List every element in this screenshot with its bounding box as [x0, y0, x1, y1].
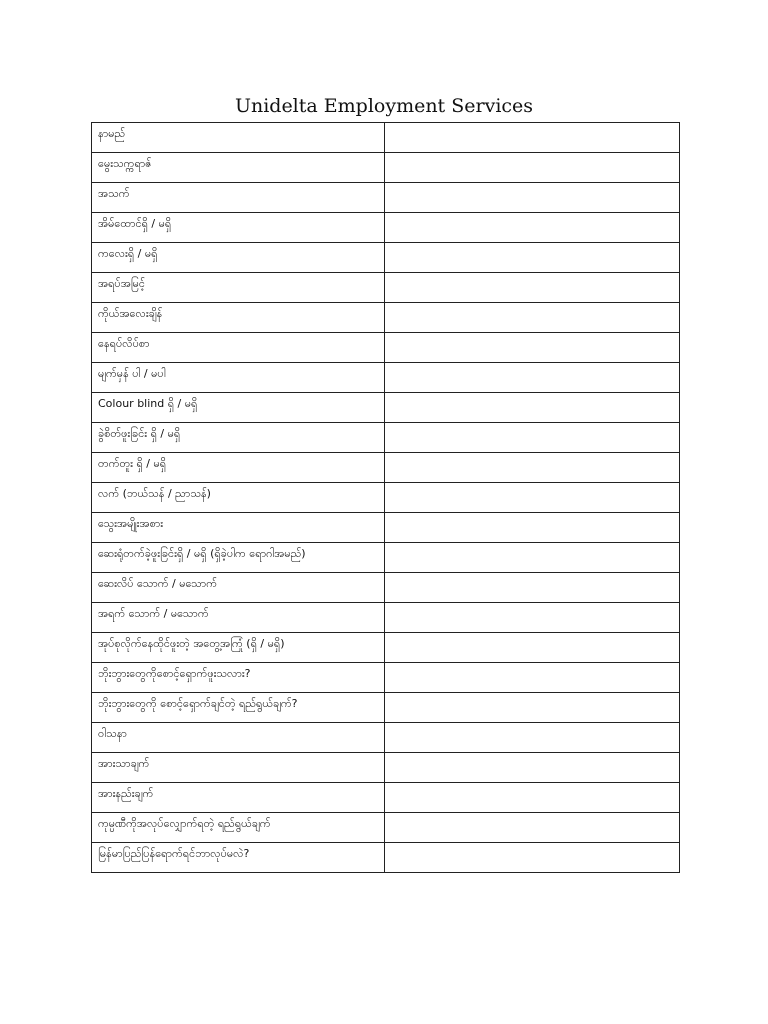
form-row: [92, 573, 680, 603]
form-row: [92, 663, 680, 693]
field-label: ဝါသနာ: [92, 723, 385, 753]
field-label: Colour blind ရှိ / မရှိ: [92, 393, 385, 423]
field-value[interactable]: [385, 123, 680, 153]
field-value[interactable]: [385, 783, 680, 813]
field-value[interactable]: [385, 363, 680, 393]
form-row: [92, 633, 680, 663]
field-label: လက် (ဘယ်သန် / ညာသန်): [92, 483, 385, 513]
field-value[interactable]: [385, 543, 680, 573]
form-row: [92, 243, 680, 273]
form-row: [92, 543, 680, 573]
form-row: [92, 273, 680, 303]
field-label: အိမ်ထောင်ရှိ / မရှိ: [92, 213, 385, 243]
field-value[interactable]: [385, 183, 680, 213]
field-value[interactable]: [385, 603, 680, 633]
field-label: ဆေးရုံတက်ခဲ့ဖူးခြင်းရှိ / မရှိ (ရှိခဲ့ပါက ရောဂါအမည်): [92, 543, 385, 573]
form-row: [92, 303, 680, 333]
form-row: [92, 693, 680, 723]
field-label: ဘိုးဘွားတွေကို စောင့်ရှောက်ချင်တဲ့ ရည်ရွယ်ချက်?: [92, 693, 385, 723]
form-row: [92, 213, 680, 243]
form-row: [92, 363, 680, 393]
field-value[interactable]: [385, 453, 680, 483]
field-label: ကလေးရှိ / မရှိ: [92, 243, 385, 273]
field-label: ဆေးလိပ် သောက် / မသောက်: [92, 573, 385, 603]
field-value[interactable]: [385, 573, 680, 603]
form-row: [92, 813, 680, 843]
field-value[interactable]: [385, 333, 680, 363]
form-row: [92, 153, 680, 183]
form-row: [92, 333, 680, 363]
field-label: တက်တူး ရှိ / မရှိ: [92, 453, 385, 483]
form-row: [92, 123, 680, 153]
field-value[interactable]: [385, 423, 680, 453]
form-row: [92, 843, 680, 873]
field-value[interactable]: [385, 753, 680, 783]
field-value[interactable]: [385, 153, 680, 183]
field-label: မြန်မာပြည်ပြန်ရောက်ရင်ဘာလုပ်မလဲ?: [92, 843, 385, 873]
field-label: သွေးအမျိုးအစား: [92, 513, 385, 543]
field-value[interactable]: [385, 693, 680, 723]
form-row: [92, 453, 680, 483]
form-row: [92, 393, 680, 423]
field-label: အရပ်အမြင့်: [92, 273, 385, 303]
field-value[interactable]: [385, 393, 680, 423]
field-value[interactable]: [385, 243, 680, 273]
field-value[interactable]: [385, 213, 680, 243]
page-title: Unidelta Employment Services: [234, 95, 534, 117]
field-value[interactable]: [385, 273, 680, 303]
form-row: [92, 783, 680, 813]
field-value[interactable]: [385, 813, 680, 843]
field-label: အားသာချက်: [92, 753, 385, 783]
form-row: [92, 183, 680, 213]
form-row: [92, 513, 680, 543]
field-value[interactable]: [385, 483, 680, 513]
field-label: ဘိုးဘွားတွေကိုစောင့်ရှောက်ဖူးသလား?: [92, 663, 385, 693]
field-label: ကိုယ်အလေးချိန်: [92, 303, 385, 333]
field-label: အားနည်းချက်: [92, 783, 385, 813]
field-label: အုပ်စုလိုက်နေထိုင်ဖူးတဲ့ အတွေ့အကြုံ (ရှိ / မရှိ): [92, 633, 385, 663]
field-label: မျက်မှန် ပါ / မပါ: [92, 363, 385, 393]
field-value[interactable]: [385, 843, 680, 873]
form-row: [92, 423, 680, 453]
application-form-table: [91, 122, 680, 873]
form-row: [92, 483, 680, 513]
form-row: [92, 723, 680, 753]
field-label: မွေးသက္ကရာဇ်: [92, 153, 385, 183]
form-row: [92, 603, 680, 633]
field-value[interactable]: [385, 513, 680, 543]
field-label: နေရပ်လိပ်စာ: [92, 333, 385, 363]
field-label: အသက်: [92, 183, 385, 213]
field-label: နာမည်: [92, 123, 385, 153]
field-value[interactable]: [385, 723, 680, 753]
field-label: အရက် သောက် / မသောက်: [92, 603, 385, 633]
field-value[interactable]: [385, 663, 680, 693]
field-label: ကုမ္ပဏီကိုအလုပ်လျှောက်ရတဲ့ ရည်ရွယ်ချက်: [92, 813, 385, 843]
field-value[interactable]: [385, 633, 680, 663]
form-body: [92, 123, 680, 873]
field-label: ခွဲစိတ်ဖူးခြင်း ရှိ / မရှိ: [92, 423, 385, 453]
field-value[interactable]: [385, 303, 680, 333]
form-row: [92, 753, 680, 783]
